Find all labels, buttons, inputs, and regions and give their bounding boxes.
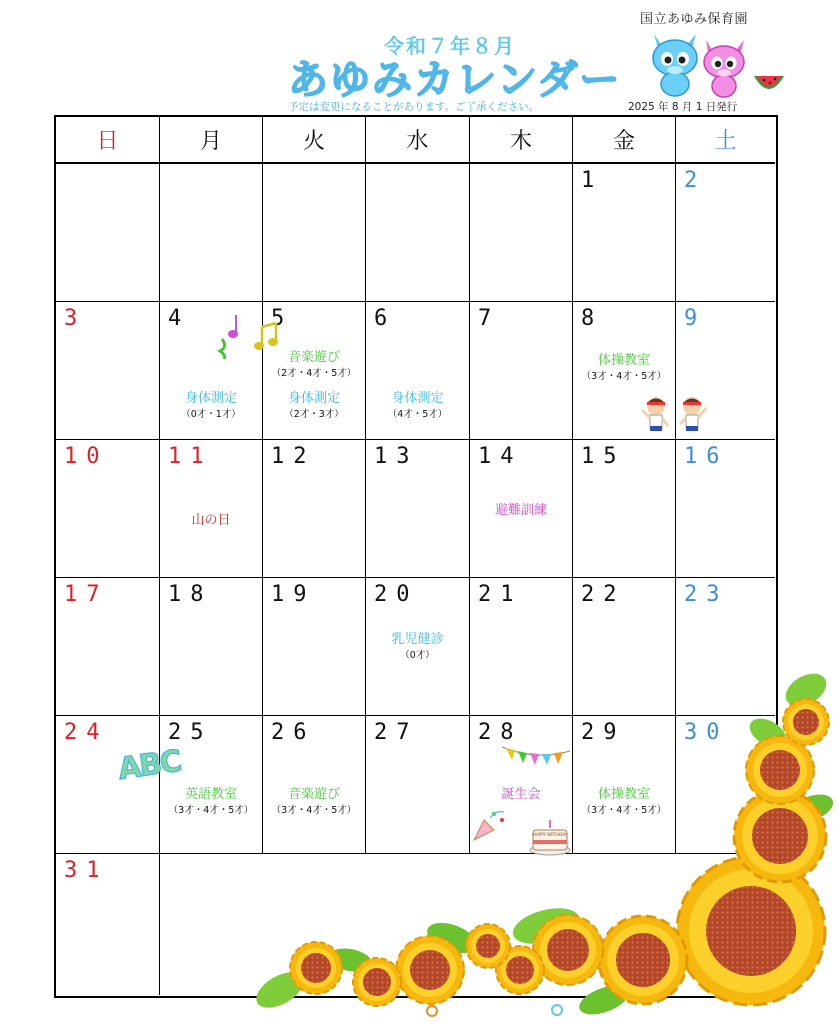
- day-number: 9: [684, 306, 707, 331]
- day-number: 2: [684, 168, 707, 193]
- weekday-tue: 火: [263, 117, 366, 164]
- day-number: 7: [478, 306, 501, 331]
- day-cell-21: [470, 578, 573, 716]
- day-number: 16: [684, 444, 729, 469]
- abc-letters-icon: ABC: [115, 743, 183, 788]
- day-number: 13: [374, 444, 419, 469]
- day-cell: [56, 164, 160, 302]
- day-number: 19: [271, 582, 316, 607]
- day-number: 12: [271, 444, 316, 469]
- day-cell-26: [263, 716, 366, 854]
- day-number: 8: [581, 306, 604, 331]
- day-cell-23: [676, 578, 775, 716]
- day-cell: [263, 164, 366, 302]
- day-cell-29: [573, 716, 676, 854]
- event-title: 体操教室: [597, 353, 650, 368]
- day-cell-15: [573, 440, 676, 578]
- event-title: 身体測定: [391, 391, 444, 406]
- day-number: 22: [581, 582, 626, 607]
- day-number: 6: [374, 306, 397, 331]
- event-title: 避難訓練: [494, 503, 547, 518]
- day-number: 23: [684, 582, 729, 607]
- day-number: 11: [168, 444, 213, 469]
- event-title: 身体測定: [184, 391, 237, 406]
- day-cell-24: [56, 716, 160, 854]
- event-ages: （0才）: [400, 650, 435, 661]
- exercise-kids-icon: [640, 394, 712, 440]
- holiday-label: 山の日: [191, 513, 231, 528]
- day-number: 20: [374, 582, 419, 607]
- event-ages: （3才・4才・5才）: [581, 805, 667, 816]
- notice-text: 予定は変更になることがあります。ご了承ください。: [288, 101, 540, 113]
- day-number: 24: [64, 720, 109, 745]
- day-number: 27: [374, 720, 419, 745]
- music-notes-icon: [214, 313, 288, 361]
- day-cell-18: [160, 578, 263, 716]
- page-title: あゆみカレンダー: [288, 57, 622, 103]
- party-popper-icon: [470, 808, 510, 842]
- day-number: 26: [271, 720, 316, 745]
- day-cell-31: [56, 854, 160, 995]
- day-number: 14: [478, 444, 523, 469]
- day-number: 4: [168, 306, 191, 331]
- day-number: 3: [64, 306, 87, 331]
- event-title: 体操教室: [597, 787, 650, 802]
- event-title: 乳児健診: [391, 632, 444, 647]
- day-cell-20: [366, 578, 470, 716]
- blue-mascot-icon: [653, 34, 697, 96]
- event-ages: （0才・1才）: [181, 409, 241, 420]
- day-cell-27: [366, 716, 470, 854]
- weekday-thu: 木: [470, 117, 573, 164]
- weekday-sun: 日: [56, 117, 160, 164]
- day-cell-13: [366, 440, 470, 578]
- day-number: 28: [478, 720, 523, 745]
- day-number: 18: [168, 582, 213, 607]
- day-cell-25: [160, 716, 263, 854]
- day-cell-10: [56, 440, 160, 578]
- day-cell-14: [470, 440, 573, 578]
- nursery-name: 国立あゆみ保育園: [640, 12, 749, 27]
- era-month: 令和７年８月: [384, 34, 516, 58]
- day-cell-16: [676, 440, 775, 578]
- issue-date: 2025 年 8 月 1 日発行: [628, 101, 738, 113]
- day-number: 10: [64, 444, 109, 469]
- day-cell-30: [676, 716, 775, 854]
- day-cell-17: [56, 578, 160, 716]
- day-cell-22: [573, 578, 676, 716]
- birthday-cake-icon: [528, 816, 572, 856]
- day-cell-7: [470, 302, 573, 440]
- event-title: 誕生会: [501, 787, 541, 802]
- day-number: 30: [684, 720, 729, 745]
- event-title: 音楽遊び: [287, 350, 340, 365]
- event-ages: （2才・3才）: [284, 409, 344, 420]
- day-number: 31: [64, 858, 109, 883]
- day-number: 21: [478, 582, 523, 607]
- calendar-grid: [54, 115, 778, 998]
- day-cell: [366, 164, 470, 302]
- event-ages: （3才・4才・5才）: [271, 805, 357, 816]
- weekday-fri: 金: [573, 117, 676, 164]
- day-number: 25: [168, 720, 213, 745]
- day-cell-19: [263, 578, 366, 716]
- event-ages: （3才・4才・5才）: [581, 371, 667, 382]
- event-ages: （4才・5才）: [387, 409, 448, 420]
- event-title: 音楽遊び: [287, 787, 340, 802]
- weekday-mon: 月: [160, 117, 263, 164]
- watermelon-icon: [752, 68, 786, 96]
- day-cell-6: [366, 302, 470, 440]
- event-ages: （2才・4才・5才）: [271, 368, 357, 379]
- day-cell-1: [573, 164, 676, 302]
- bunting-icon: [500, 745, 572, 771]
- day-cell-11: [160, 440, 263, 578]
- cake-text: HAPPY BIRTHDAY: [533, 832, 567, 837]
- weekday-sat: 土: [676, 117, 775, 164]
- pink-mascot-icon: [704, 40, 744, 97]
- day-number: 1: [581, 168, 604, 193]
- day-number: 5: [271, 306, 294, 331]
- day-number: 17: [64, 582, 109, 607]
- event-ages: （3才・4才・5才）: [168, 805, 254, 816]
- day-cell: [160, 164, 263, 302]
- day-cell: [470, 164, 573, 302]
- day-number: 15: [581, 444, 626, 469]
- event-title: 身体測定: [287, 391, 340, 406]
- day-cell-12: [263, 440, 366, 578]
- weekday-wed: 水: [366, 117, 470, 164]
- mascot-characters-icon: [646, 28, 750, 100]
- day-number: 29: [581, 720, 626, 745]
- event-title: 英語教室: [184, 787, 237, 802]
- day-cell-3: [56, 302, 160, 440]
- day-cell-2: [676, 164, 775, 302]
